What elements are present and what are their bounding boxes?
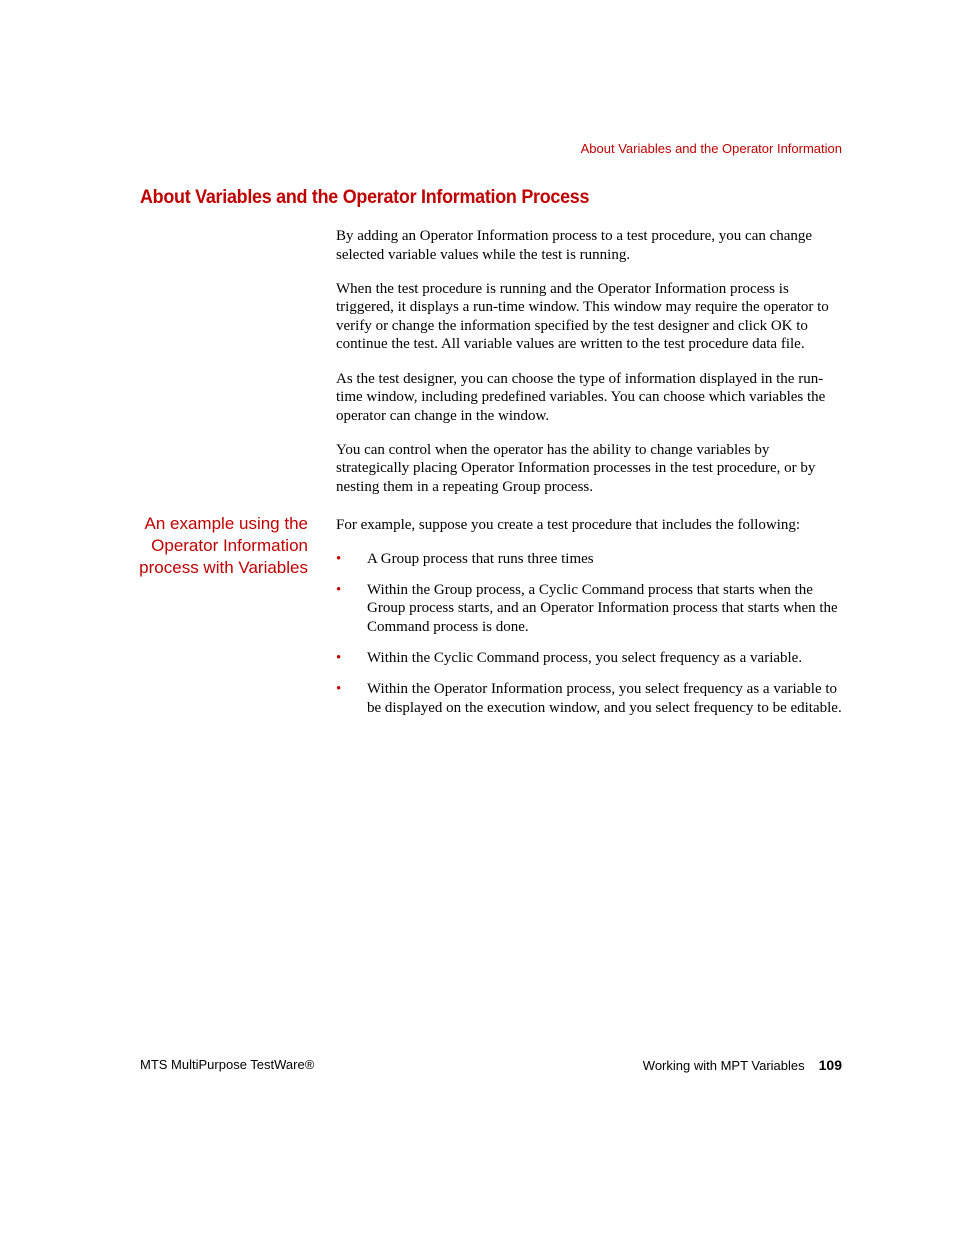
side-heading: An example using the Operator Information process with Variables [139, 514, 308, 577]
bullet-icon: • [336, 681, 342, 698]
list-item [336, 581, 844, 637]
list-item-text: Within the Cyclic Command process, you select frequency as a variable. [367, 649, 803, 666]
body-paragraph: By adding an Operator Information process to a test procedure, you can change selected variable values while the test is running. [336, 228, 813, 263]
list-item-text: A Group process that runs three times [367, 550, 594, 567]
list-item [336, 680, 844, 717]
footer-product: MTS MultiPurpose TestWare® [140, 1057, 315, 1072]
running-header: About Variables and the Operator Information [580, 141, 842, 156]
example-section [336, 516, 844, 730]
body-paragraph: As the test designer, you can choose the type of information displayed in the run-time window, including predefined variables. You can choose which variables the operator can change in the window. [336, 370, 826, 424]
bullet-icon: • [336, 550, 342, 567]
list-item-text: Within the Group process, a Cyclic Command process that starts when the Group process starts, and an Operator Information process that starts when the Command process is done. [367, 581, 838, 635]
section-title: About Variables and the Operator Information Process [140, 186, 590, 208]
footer-chapter: Working with MPT Variables [642, 1058, 805, 1073]
list-item-text: Within the Operator Information process, you select frequency as a variable to be displayed on the execution window, and you select frequency to be editable. [367, 681, 842, 716]
list-item [336, 649, 844, 668]
example-intro: For example, suppose you create a test procedure that includes the following: [336, 517, 801, 533]
section-body [336, 227, 844, 512]
body-paragraph: When the test procedure is running and the Operator Information process is triggered, it displays a run-time window. This window may require the operator to verify or change the information specified by the test designer and click OK to continue the test. All variable values are written to the test procedure data file. [336, 280, 829, 353]
footer-right [643, 1057, 842, 1073]
bullet-icon: • [336, 581, 342, 598]
bullet-icon: • [336, 649, 342, 666]
body-paragraph: You can control when the operator has the ability to change variables by strategically placing Operator Information processes in the test procedure, or by nesting them in a repeating Group process. [336, 441, 816, 496]
list-item [336, 550, 844, 569]
bullet-list [336, 550, 844, 718]
page-number: 109 [818, 1057, 842, 1073]
